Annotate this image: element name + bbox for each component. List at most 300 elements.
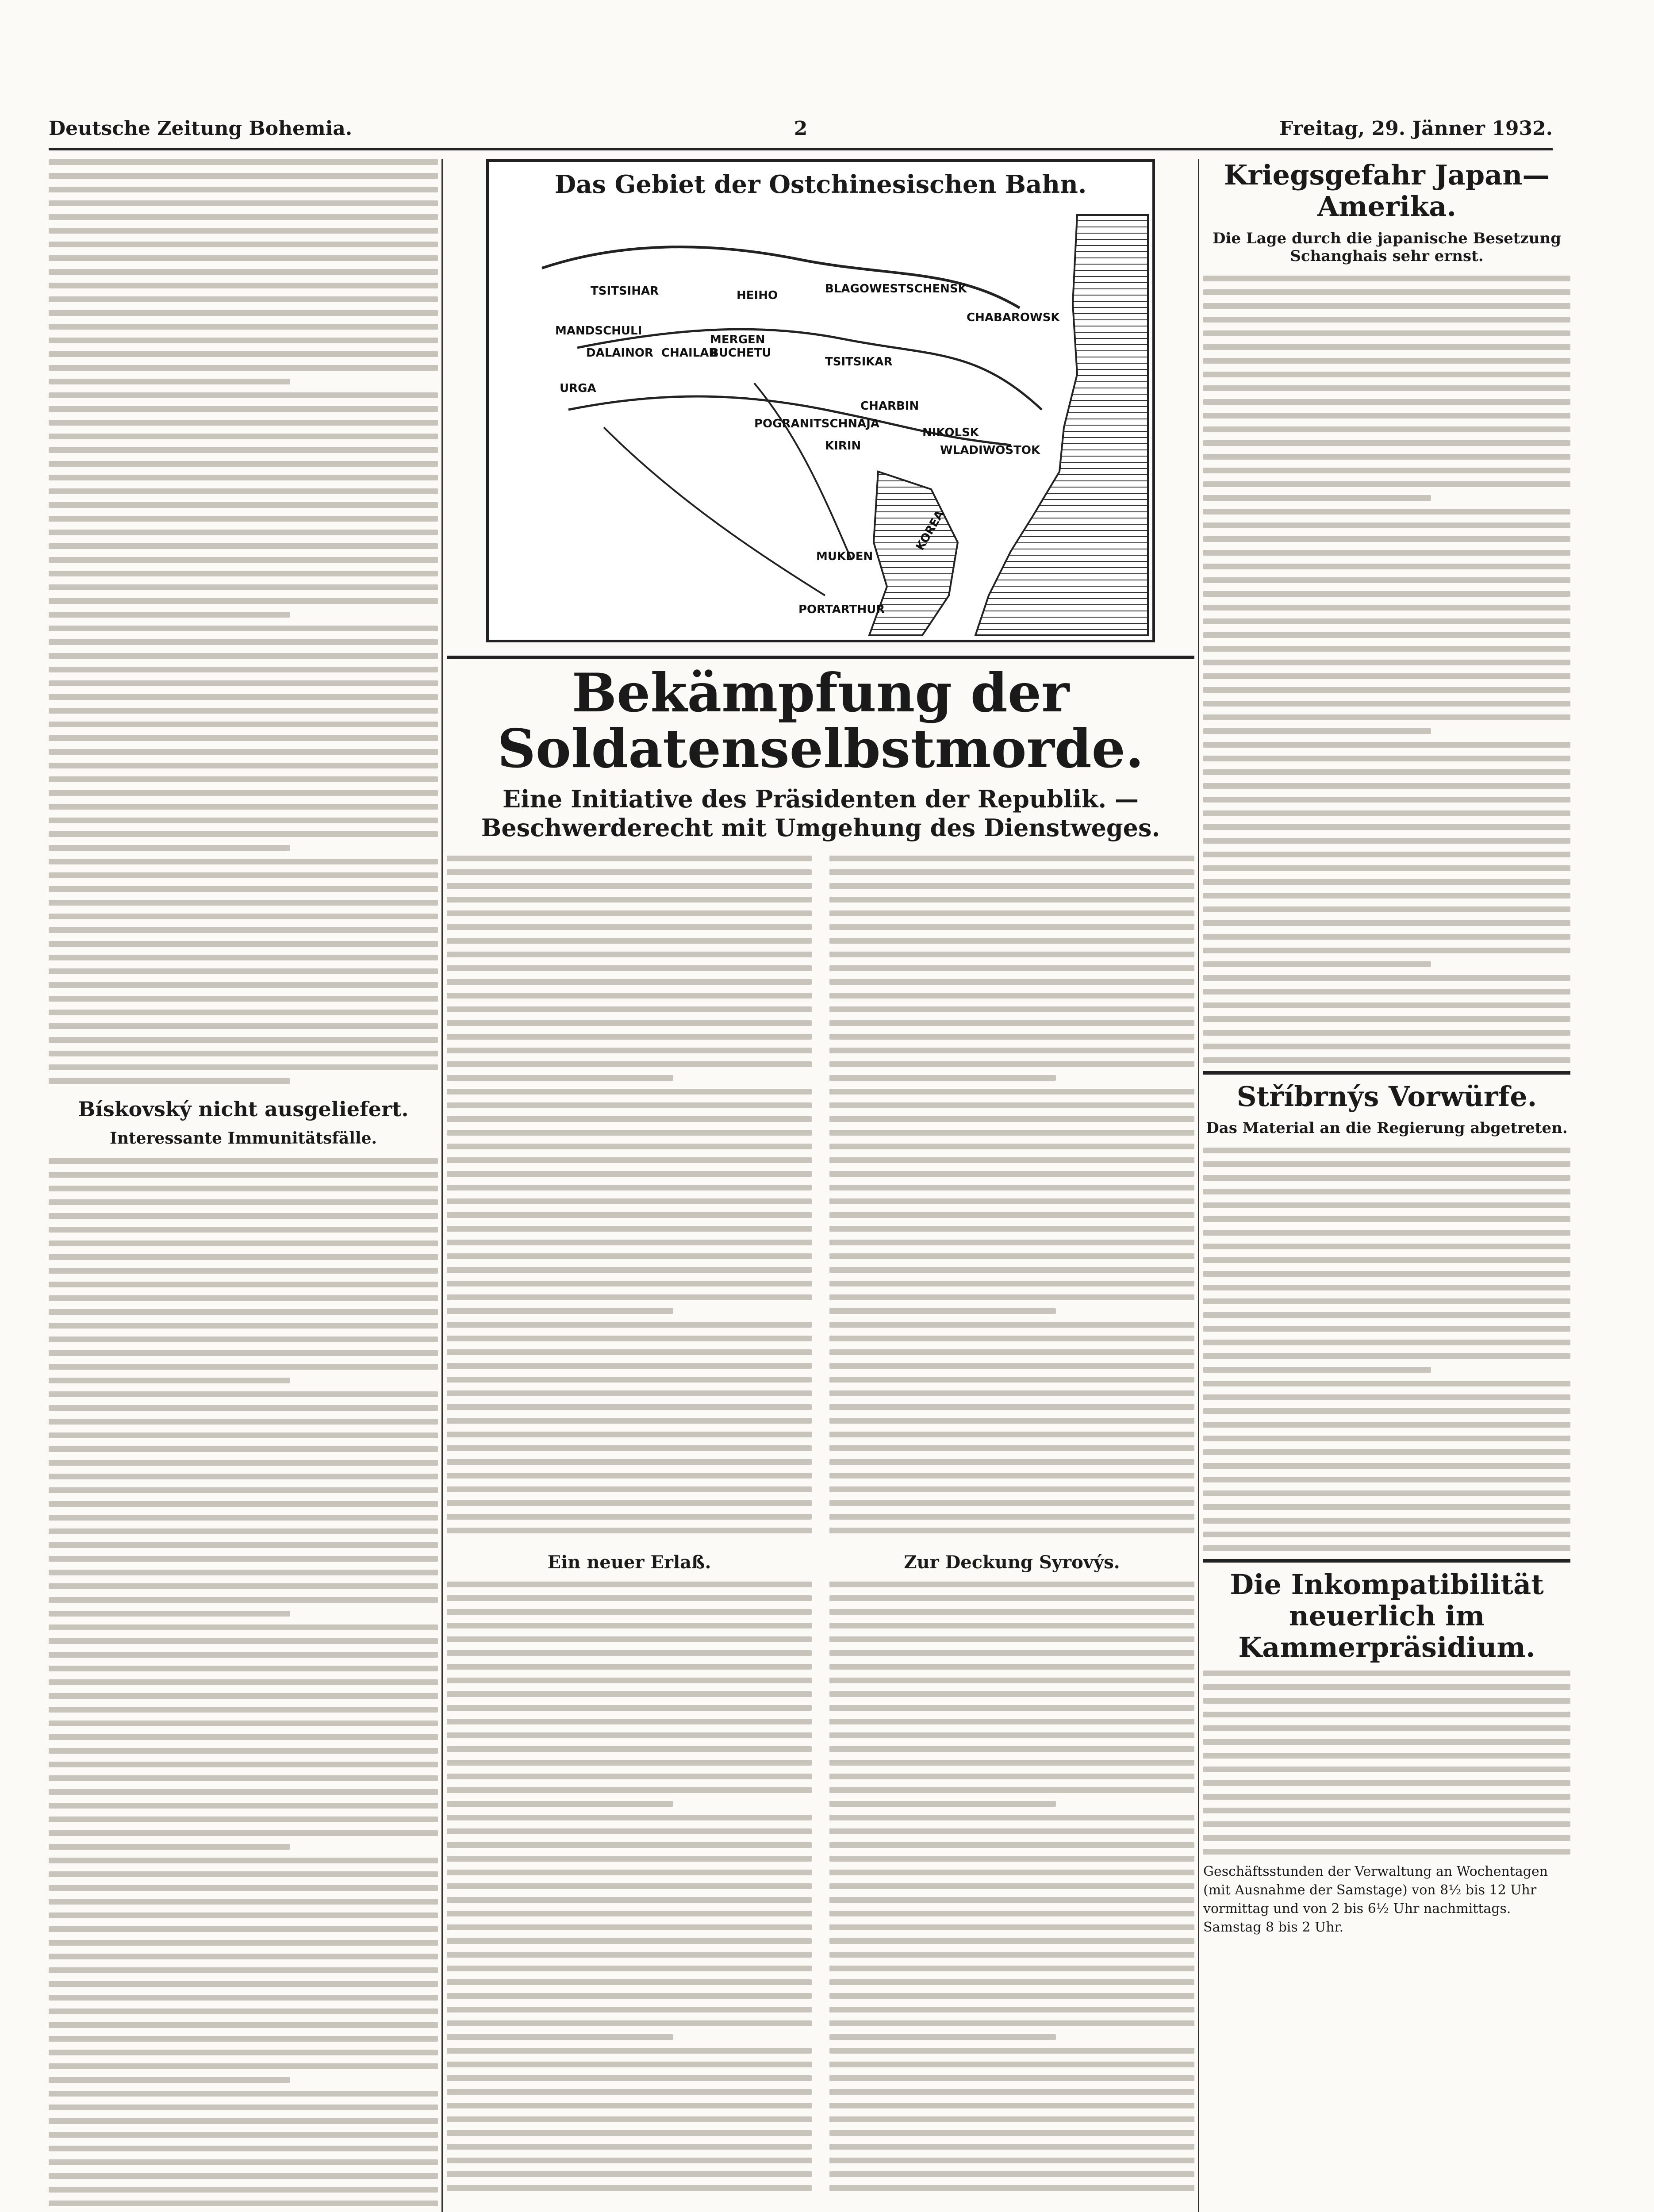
text-line-placeholder <box>1203 1161 1570 1167</box>
text-line-placeholder <box>1203 660 1570 665</box>
main-article-body <box>447 856 1194 1541</box>
text-line-placeholder <box>1203 989 1570 995</box>
text-line-placeholder <box>447 1842 812 1848</box>
text-line-placeholder <box>49 1995 438 2001</box>
text-line-placeholder <box>447 1363 812 1369</box>
text-line-placeholder <box>1203 1202 1570 1208</box>
map-place-label: CHARBIN <box>860 399 919 413</box>
text-line-placeholder <box>829 1678 1194 1683</box>
text-line-placeholder <box>1203 1422 1570 1428</box>
text-line-placeholder <box>49 242 438 247</box>
text-line-placeholder <box>49 749 438 755</box>
text-line-placeholder <box>447 1006 812 1012</box>
text-line-placeholder <box>1203 468 1570 473</box>
text-line-placeholder <box>1203 1298 1570 1304</box>
text-line-placeholder <box>829 883 1194 889</box>
text-line-placeholder <box>1203 1671 1570 1676</box>
text-line-placeholder <box>49 1364 438 1370</box>
text-line-placeholder <box>829 1294 1194 1300</box>
text-line-placeholder <box>49 1172 438 1178</box>
text-line-placeholder <box>1203 454 1570 460</box>
text-line-placeholder <box>447 1240 812 1245</box>
text-line-placeholder <box>1203 948 1570 953</box>
text-line-placeholder <box>447 1445 812 1451</box>
text-line-placeholder <box>447 1719 812 1724</box>
map-place-label: CHAILAR <box>661 346 718 360</box>
text-line-placeholder <box>1203 1271 1570 1277</box>
text-line-placeholder <box>829 1952 1194 1958</box>
text-line-placeholder <box>1203 399 1570 405</box>
column-right <box>1203 159 1570 2212</box>
text-line-placeholder <box>1203 1725 1570 1731</box>
text-line-placeholder <box>1203 1739 1570 1745</box>
text-line-placeholder <box>1203 893 1570 899</box>
text-line-placeholder <box>49 1501 438 1507</box>
text-line-placeholder <box>1203 1835 1570 1841</box>
text-line-placeholder <box>49 2091 438 2097</box>
text-line-placeholder <box>829 2048 1194 2054</box>
text-line-placeholder <box>447 1418 812 1424</box>
text-line-placeholder <box>447 993 812 998</box>
text-line-placeholder <box>49 914 438 919</box>
text-line-placeholder <box>49 159 438 165</box>
text-line-placeholder <box>447 1171 812 1177</box>
text-line-placeholder <box>829 1171 1194 1177</box>
text-line-placeholder <box>49 1583 438 1589</box>
text-line-placeholder <box>447 1390 812 1396</box>
text-line-placeholder <box>829 1130 1194 1136</box>
text-line-placeholder <box>1203 797 1570 803</box>
text-line-placeholder <box>829 1061 1194 1067</box>
map-place-label: MUKDEN <box>816 550 873 563</box>
text-line-placeholder <box>49 1240 438 1246</box>
text-line-placeholder <box>1203 975 1570 981</box>
text-line-placeholder <box>49 269 438 275</box>
text-line-placeholder <box>49 1775 438 1781</box>
article-text <box>1203 1148 1570 1551</box>
text-line-placeholder <box>829 1336 1194 1341</box>
text-line-placeholder <box>49 2077 290 2083</box>
text-line-placeholder <box>49 598 438 604</box>
text-line-placeholder <box>49 831 438 837</box>
text-line-placeholder <box>49 680 438 686</box>
text-line-placeholder <box>49 776 438 782</box>
text-line-placeholder <box>49 1748 438 1754</box>
text-line-placeholder <box>1203 1230 1570 1236</box>
main-article-body-lower <box>447 1541 1194 2199</box>
text-line-placeholder <box>447 869 812 875</box>
map-place-label: MERGEN <box>710 333 765 346</box>
text-line-placeholder <box>829 1897 1194 1903</box>
text-line-placeholder <box>829 1308 1056 1314</box>
text-line-placeholder <box>49 187 438 192</box>
map-place-label: URGA <box>560 382 596 395</box>
text-line-placeholder <box>447 1897 812 1903</box>
map-place-label: CHABAROWSK <box>967 311 1060 324</box>
text-line-placeholder <box>49 1597 438 1603</box>
text-line-placeholder <box>49 872 438 878</box>
text-line-placeholder <box>49 1336 438 1342</box>
text-line-placeholder <box>447 1281 812 1286</box>
text-line-placeholder <box>447 1089 812 1094</box>
section-heading: Zur Deckung Syrovýs. <box>904 1551 1120 1573</box>
text-line-placeholder <box>49 379 290 384</box>
text-line-placeholder <box>1203 1753 1570 1759</box>
text-line-placeholder <box>49 502 438 508</box>
text-line-placeholder <box>447 2020 812 2026</box>
text-line-placeholder <box>447 1226 812 1232</box>
text-line-placeholder <box>829 2103 1194 2108</box>
text-line-placeholder <box>829 1883 1194 1889</box>
text-line-placeholder <box>1203 769 1570 775</box>
text-line-placeholder <box>447 1732 812 1738</box>
text-line-placeholder <box>49 845 290 851</box>
text-line-placeholder <box>447 1705 812 1711</box>
text-line-placeholder <box>829 1514 1194 1520</box>
text-line-placeholder <box>49 1981 438 1987</box>
article-text <box>49 159 438 1084</box>
text-line-placeholder <box>49 1078 290 1084</box>
text-line-placeholder <box>447 1500 812 1506</box>
text-line-placeholder <box>49 1954 438 1959</box>
text-line-placeholder <box>49 1542 438 1548</box>
text-line-placeholder <box>49 1926 438 1932</box>
text-line-placeholder <box>49 1556 438 1562</box>
text-line-placeholder <box>829 1500 1194 1506</box>
text-line-placeholder <box>49 228 438 234</box>
masthead <box>49 113 1553 150</box>
map-place-label: MANDSCHULI <box>555 324 642 338</box>
text-line-placeholder <box>447 2103 812 2108</box>
text-line-placeholder <box>829 1528 1194 1533</box>
text-line-placeholder <box>1203 1545 1570 1551</box>
article-text <box>1203 276 1570 1063</box>
map-title: Das Gebiet der Ostchinesischen Bahn. <box>554 170 1087 199</box>
text-line-placeholder <box>1203 426 1570 432</box>
text-line-placeholder <box>1203 1449 1570 1455</box>
text-line-placeholder <box>49 1967 438 1973</box>
text-line-placeholder <box>829 2116 1194 2122</box>
text-line-placeholder <box>829 993 1194 998</box>
text-line-placeholder <box>447 1623 812 1628</box>
text-line-placeholder <box>49 557 438 563</box>
text-line-placeholder <box>829 1459 1194 1465</box>
text-line-placeholder <box>1203 1780 1570 1786</box>
text-line-placeholder <box>49 1037 438 1043</box>
text-line-placeholder <box>1203 1808 1570 1813</box>
text-line-placeholder <box>1203 317 1570 323</box>
text-line-placeholder <box>1203 1340 1570 1345</box>
text-line-placeholder <box>49 1803 438 1809</box>
text-line-placeholder <box>1203 701 1570 707</box>
text-line-placeholder <box>829 910 1194 916</box>
article-heading: Die Inkompatibilität neuerlich im Kammerpräsidium. <box>1230 1568 1544 1664</box>
text-line-placeholder <box>1203 413 1570 419</box>
text-line-placeholder <box>829 2130 1194 2136</box>
map-place-label: POGRANITSCHNAJA <box>754 417 880 430</box>
text-line-placeholder <box>829 856 1194 861</box>
column-divider <box>441 159 443 2212</box>
text-line-placeholder <box>1203 714 1570 720</box>
text-line-placeholder <box>49 859 438 864</box>
text-line-placeholder <box>49 1350 438 1356</box>
text-line-placeholder <box>49 1720 438 1726</box>
text-line-placeholder <box>49 214 438 220</box>
text-line-placeholder <box>49 2036 438 2042</box>
text-line-placeholder <box>829 1623 1194 1628</box>
text-line-placeholder <box>1203 1532 1570 1537</box>
text-line-placeholder <box>447 2144 812 2150</box>
text-line-placeholder <box>829 1787 1194 1793</box>
text-line-placeholder <box>829 1102 1194 1108</box>
text-line-placeholder <box>49 475 438 480</box>
text-line-placeholder <box>447 1938 812 1944</box>
text-line-placeholder <box>49 941 438 947</box>
text-line-placeholder <box>447 1486 812 1492</box>
text-line-placeholder <box>1203 481 1570 487</box>
text-line-placeholder <box>49 1474 438 1479</box>
text-line-placeholder <box>447 1020 812 1026</box>
section-heading: Ein neuer Erlaß. <box>547 1551 711 1573</box>
text-line-placeholder <box>49 1432 438 1438</box>
column-middle <box>447 159 1194 2212</box>
text-line-placeholder <box>447 1664 812 1670</box>
text-line-placeholder <box>829 2020 1194 2026</box>
text-line-placeholder <box>447 856 812 861</box>
text-line-placeholder <box>447 1185 812 1190</box>
text-line-placeholder <box>829 1691 1194 1697</box>
text-line-placeholder <box>447 2062 812 2067</box>
text-line-placeholder <box>49 886 438 892</box>
text-line-placeholder <box>829 1144 1194 1149</box>
text-line-placeholder <box>49 722 438 727</box>
text-line-placeholder <box>829 1993 1194 1999</box>
text-line-placeholder <box>447 965 812 971</box>
text-line-placeholder <box>829 1719 1194 1724</box>
text-line-placeholder <box>829 1842 1194 1848</box>
text-line-placeholder <box>1203 1353 1570 1359</box>
text-line-placeholder <box>1203 385 1570 391</box>
text-line-placeholder <box>49 447 438 453</box>
text-line-placeholder <box>49 2187 438 2193</box>
text-line-placeholder <box>447 938 812 944</box>
text-line-placeholder <box>829 2144 1194 2150</box>
text-line-placeholder <box>829 965 1194 971</box>
text-line-placeholder <box>447 979 812 985</box>
text-line-placeholder <box>49 1858 438 1863</box>
text-line-placeholder <box>49 283 438 288</box>
text-line-placeholder <box>447 910 812 916</box>
section-rule <box>1203 1559 1570 1563</box>
text-line-placeholder <box>49 1282 438 1287</box>
newspaper-name: Deutsche Zeitung Bohemia. <box>49 117 353 140</box>
text-line-placeholder <box>1203 906 1570 912</box>
text-line-placeholder <box>49 996 438 1002</box>
text-line-placeholder <box>1203 1698 1570 1704</box>
text-line-placeholder <box>1203 330 1570 336</box>
text-line-placeholder <box>447 1911 812 1916</box>
map-place-label: DALAINOR <box>586 346 653 360</box>
text-line-placeholder <box>829 924 1194 930</box>
main-headline: Bekämpfung der Soldatenselbstmorde. <box>497 662 1144 780</box>
text-line-placeholder <box>1203 1849 1570 1855</box>
text-line-placeholder <box>829 1870 1194 1875</box>
text-line-placeholder <box>1203 1712 1570 1717</box>
text-line-placeholder <box>49 1762 438 1767</box>
text-line-placeholder <box>1203 1030 1570 1036</box>
text-line-placeholder <box>447 924 812 930</box>
map-place-label: TSITSIHAR <box>591 284 659 298</box>
text-line-placeholder <box>49 1515 438 1521</box>
text-line-placeholder <box>447 2171 812 2177</box>
text-line-placeholder <box>829 1048 1194 1053</box>
text-line-placeholder <box>447 1473 812 1479</box>
issue-date: Freitag, 29. Jänner 1932. <box>1279 117 1553 140</box>
text-line-placeholder <box>447 897 812 902</box>
text-line-placeholder <box>49 1624 438 1630</box>
text-line-placeholder <box>1203 495 1431 501</box>
text-line-placeholder <box>829 1157 1194 1163</box>
text-line-placeholder <box>1203 276 1570 281</box>
text-line-placeholder <box>49 612 290 618</box>
text-line-placeholder <box>1203 440 1570 446</box>
text-line-placeholder <box>49 694 438 700</box>
text-line-placeholder <box>829 2007 1194 2012</box>
text-line-placeholder <box>1203 728 1431 734</box>
map-place-label: KIRIN <box>825 439 861 453</box>
text-line-placeholder <box>447 1924 812 1930</box>
text-line-placeholder <box>1203 838 1570 844</box>
text-line-placeholder <box>829 1938 1194 1944</box>
text-line-placeholder <box>829 1705 1194 1711</box>
text-line-placeholder <box>1203 550 1570 556</box>
text-line-placeholder <box>447 2158 812 2163</box>
text-line-placeholder <box>447 2185 812 2191</box>
article-subheading: Die Lage durch die japanische Besetzung Schanghais sehr ernst. <box>1212 229 1562 265</box>
text-line-placeholder <box>49 2146 438 2151</box>
text-line-placeholder <box>49 200 438 206</box>
text-line-placeholder <box>1203 303 1570 309</box>
text-line-placeholder <box>1203 509 1570 515</box>
text-line-placeholder <box>829 1377 1194 1382</box>
text-line-placeholder <box>829 1116 1194 1122</box>
text-line-placeholder <box>447 2075 812 2081</box>
text-line-placeholder <box>1203 536 1570 542</box>
text-line-placeholder <box>829 1856 1194 1862</box>
text-line-placeholder <box>829 1828 1194 1834</box>
text-line-placeholder <box>49 1446 438 1452</box>
text-line-placeholder <box>829 938 1194 944</box>
article-subheading: Das Material an die Regierung abgetreten. <box>1206 1119 1568 1137</box>
text-line-placeholder <box>49 968 438 974</box>
text-line-placeholder <box>49 2063 438 2069</box>
section-rule <box>1203 1071 1570 1075</box>
text-line-placeholder <box>1203 1794 1570 1800</box>
text-line-placeholder <box>1203 783 1570 789</box>
page-number: 2 <box>794 117 808 140</box>
text-line-placeholder <box>1203 852 1570 857</box>
text-line-placeholder <box>447 2048 812 2054</box>
text-line-placeholder <box>49 543 438 549</box>
text-line-placeholder <box>1203 1216 1570 1222</box>
text-line-placeholder <box>49 1844 290 1850</box>
text-line-placeholder <box>447 1993 812 1999</box>
text-line-placeholder <box>447 1048 812 1053</box>
article-heading: Kriegsgefahr Japan—Amerika. <box>1224 159 1550 223</box>
text-line-placeholder <box>49 392 438 398</box>
text-line-placeholder <box>1203 344 1570 350</box>
column-divider <box>1198 159 1199 2212</box>
text-line-placeholder <box>1203 577 1570 583</box>
text-line-placeholder <box>829 2089 1194 2095</box>
text-line-placeholder <box>829 1801 1056 1807</box>
text-line-placeholder <box>49 1460 438 1466</box>
text-line-placeholder <box>447 1459 812 1465</box>
text-line-placeholder <box>829 1445 1194 1451</box>
text-line-placeholder <box>49 2200 438 2206</box>
text-line-placeholder <box>49 982 438 988</box>
map-place-label: HEIHO <box>737 289 778 302</box>
text-line-placeholder <box>1203 1436 1570 1441</box>
text-line-placeholder <box>447 1815 812 1820</box>
main-deck: Eine Initiative des Präsidenten der Republik. — Beschwerderecht mit Umgehung des Dienstweges. <box>481 785 1160 842</box>
text-line-placeholder <box>49 2008 438 2014</box>
text-line-placeholder <box>1203 1504 1570 1510</box>
text-line-placeholder <box>49 1940 438 1946</box>
text-line-placeholder <box>447 1294 812 1300</box>
text-line-placeholder <box>1203 934 1570 940</box>
text-line-placeholder <box>49 1899 438 1905</box>
text-line-placeholder <box>1203 1463 1570 1469</box>
text-line-placeholder <box>49 1734 438 1740</box>
text-line-placeholder <box>49 2132 438 2138</box>
text-line-placeholder <box>829 1212 1194 1218</box>
text-line-placeholder <box>1203 1381 1570 1386</box>
text-line-placeholder <box>447 1870 812 1875</box>
text-line-placeholder <box>49 626 438 631</box>
text-line-placeholder <box>829 1006 1194 1012</box>
text-line-placeholder <box>447 2130 812 2136</box>
text-line-placeholder <box>829 1281 1194 1286</box>
text-line-placeholder <box>829 1322 1194 1328</box>
text-line-placeholder <box>829 1473 1194 1479</box>
text-line-placeholder <box>49 1227 438 1233</box>
text-line-placeholder <box>1203 865 1570 871</box>
text-line-placeholder <box>49 1323 438 1329</box>
section-rule <box>447 656 1194 659</box>
text-line-placeholder <box>447 1432 812 1437</box>
text-line-placeholder <box>1203 1016 1570 1022</box>
text-line-placeholder <box>49 708 438 714</box>
text-line-placeholder <box>1203 372 1570 377</box>
text-line-placeholder <box>447 1061 812 1067</box>
text-line-placeholder <box>49 1816 438 1822</box>
text-line-placeholder <box>1203 1477 1570 1482</box>
article-text <box>447 1582 812 2191</box>
text-line-placeholder <box>829 1404 1194 1410</box>
article-heading: Bískovský nicht ausgeliefert. <box>78 1097 409 1121</box>
text-line-placeholder <box>829 1240 1194 1245</box>
text-line-placeholder <box>49 461 438 467</box>
text-line-placeholder <box>829 2185 1194 2191</box>
article-text <box>1203 1671 1570 1855</box>
text-line-placeholder <box>49 653 438 659</box>
text-line-placeholder <box>1203 1394 1570 1400</box>
map-place-label: BUCHETU <box>710 346 771 360</box>
text-line-placeholder <box>829 2034 1056 2040</box>
text-line-placeholder <box>447 883 812 889</box>
text-line-placeholder <box>49 804 438 810</box>
